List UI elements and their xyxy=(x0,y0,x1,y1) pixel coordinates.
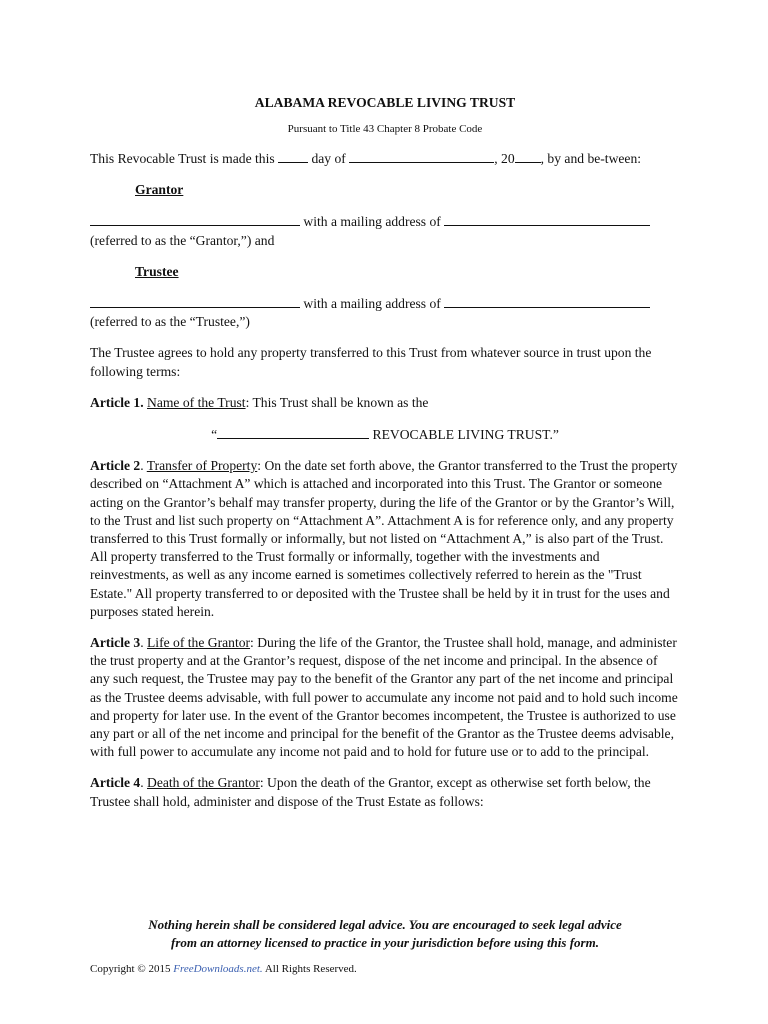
trustee-heading: Trustee xyxy=(135,263,179,279)
document-page xyxy=(90,94,680,811)
rights-text: All Rights Reserved. xyxy=(264,963,357,975)
grantor-address-blank[interactable] xyxy=(444,212,650,226)
day-blank[interactable] xyxy=(278,149,308,163)
article-1 xyxy=(90,394,680,412)
agreement-paragraph: The Trustee agrees to hold any property transferred to this Trust from whatever source in trust upon the following terms: xyxy=(90,345,652,379)
trust-name-close: REVOCABLE LIVING TRUST.” xyxy=(372,427,559,443)
freedownloads-link[interactable]: FreeDownloads.net. xyxy=(173,963,263,975)
trustee-name-blank[interactable] xyxy=(90,294,300,308)
intro-paragraph xyxy=(90,149,680,168)
grantor-name-blank[interactable] xyxy=(90,212,300,226)
article-1-title: Name of the Trust xyxy=(147,394,246,410)
article-4-title: Death of the Grantor xyxy=(147,775,260,791)
article-4-number: Article 4 xyxy=(90,775,141,791)
copyright-footer xyxy=(90,962,357,976)
grantor-referred: (referred to as the “Grantor,”) and xyxy=(90,232,275,248)
article-4-text: : Upon the death of the Grantor, except as otherwise set forth below, the Trustee shall hold, administer and dispose of the Trust Estate as follows: xyxy=(90,775,651,809)
article-2: Article 2. Transfer of Property: On the date set forth above, the Grantor transferred to the Trust the property described on “Attachment A” which is attached and incorporated into this Trust. The Grantor or someone acting on the Grantor’s behalf may transfer property, during the life of the Grantor or by the Grantor’s Will, to the Trust and list such property on “Attachment A”. Attachment A is for reference only, and any property transferred to this Trust formally or informally, but not listed on “Attachment A,” is also part of the Trust. All property transferred to the Trust formally or informally, together with the investments and reinvestments, as well as any income earned is sometimes collectively referred to herein as the "Trust Estate." All property transferred to or deposited with the Trustee shall be held by it in trust for the uses and purposes stated herein. xyxy=(90,458,678,619)
trustee-mailing-label: with a mailing address of xyxy=(303,296,441,312)
intro-text-1: This Revocable Trust is made this xyxy=(90,151,275,166)
legal-disclaimer xyxy=(90,916,680,952)
article-4: Article 4. Death of the Grantor: Upon the death of the Grantor, except as otherwise set forth below, the Trustee shall hold, administer and dispose of the Trust Estate as follows: xyxy=(90,775,651,809)
copyright-text: Copyright © 2015 xyxy=(90,963,171,975)
article-3-number: Article 3 xyxy=(90,635,141,651)
year-blank[interactable] xyxy=(515,149,541,163)
grantor-heading: Grantor xyxy=(135,182,184,198)
intro-text-2: day of xyxy=(311,151,346,166)
article-3: Article 3. Life of the Grantor: During the life of the Grantor, the Trustee shall hold, manage, and administer the trust property and at the Grantor’s request, dispose of the net income and principal. In the absence of any such request, the Trustee may pay to the benefit of the Grantor any part of the net income and principal as the Trustee deems advisable, with full power to accumulate any income not paid and to hold such income and property for later use. In the event of the Grantor becomes incompetent, the Trustee is authorized to use any part or all of the net income and principal for the benefit of the Grantor as the Trustee deems advisable, with full power to accumulate any income not paid and to hold for future use or to add to the principal. xyxy=(90,635,678,760)
intro-text-4: , by and be-tween: xyxy=(540,151,642,166)
article-1-text: : This Trust shall be known as the xyxy=(245,394,429,410)
disclaimer-line-1: Nothing herein shall be considered legal advice. You are encouraged to seek legal advice xyxy=(148,917,622,932)
trust-name-open: “ xyxy=(211,427,218,443)
trustee-address-blank[interactable] xyxy=(444,294,650,308)
trustee-line xyxy=(90,294,680,313)
grantor-line xyxy=(90,212,680,231)
article-2-number: Article 2 xyxy=(90,458,141,474)
document-subtitle: Pursuant to Title 43 Chapter 8 Probate Code xyxy=(287,123,483,135)
article-2-text: : On the date set forth above, the Grantor transferred to the Trust the property described on “Attachment A” which is attached and incorporated into this Trust. The Grantor or someone acting on the Grantor’s behalf may transfer property, during the life of the Grantor or by the Grantor’s Will, to the Trust and list such property on “Attachment A”. Attachment A is for reference only, and any property transferred to this Trust formally or informally, but not listed on “Attachment A,” is also part of the Trust. All property transferred to the Trust formally or informally, together with the investments and reinvestments, as well as any income earned is sometimes collectively referred to herein as the "Trust Estate." All property transferred to or deposited with the Trustee shall be held by it in trust for the uses and purposes stated herein. xyxy=(90,458,678,619)
article-2-title: Transfer of Property xyxy=(146,458,258,474)
intro-text-3: , 20 xyxy=(494,151,515,166)
month-blank[interactable] xyxy=(349,149,494,163)
article-3-text: : During the life of the Grantor, the Trustee shall hold, manage, and administer the trust property and at the Grantor’s request, dispose of the net income and principal. In the absence of any such request, the Trustee may pay to the benefit of the Grantor any part of the net income and principal as the Trustee deems advisable, with full power to accumulate any income not paid and to hold such income and property for later use. In the event of the Grantor becomes incompetent, the Trustee is authorized to use any part or all of the net income and principal for the benefit of the Grantor as the Trustee deems advisable, with full power to accumulate any income not paid and to hold for future use or to add to the principal. xyxy=(90,635,678,760)
document-title: ALABAMA REVOCABLE LIVING TRUST xyxy=(254,95,516,110)
article-1-number: Article 1. xyxy=(90,394,144,410)
article-3-title: Life of the Grantor xyxy=(147,635,251,651)
trustee-referred: (referred to as the “Trustee,”) xyxy=(90,314,250,330)
grantor-mailing-label: with a mailing address of xyxy=(303,214,441,230)
disclaimer-line-2: from an attorney licensed to practice in your jurisdiction before using this form. xyxy=(171,935,599,950)
trust-name-blank[interactable] xyxy=(217,425,369,439)
trust-name-line xyxy=(90,425,680,444)
